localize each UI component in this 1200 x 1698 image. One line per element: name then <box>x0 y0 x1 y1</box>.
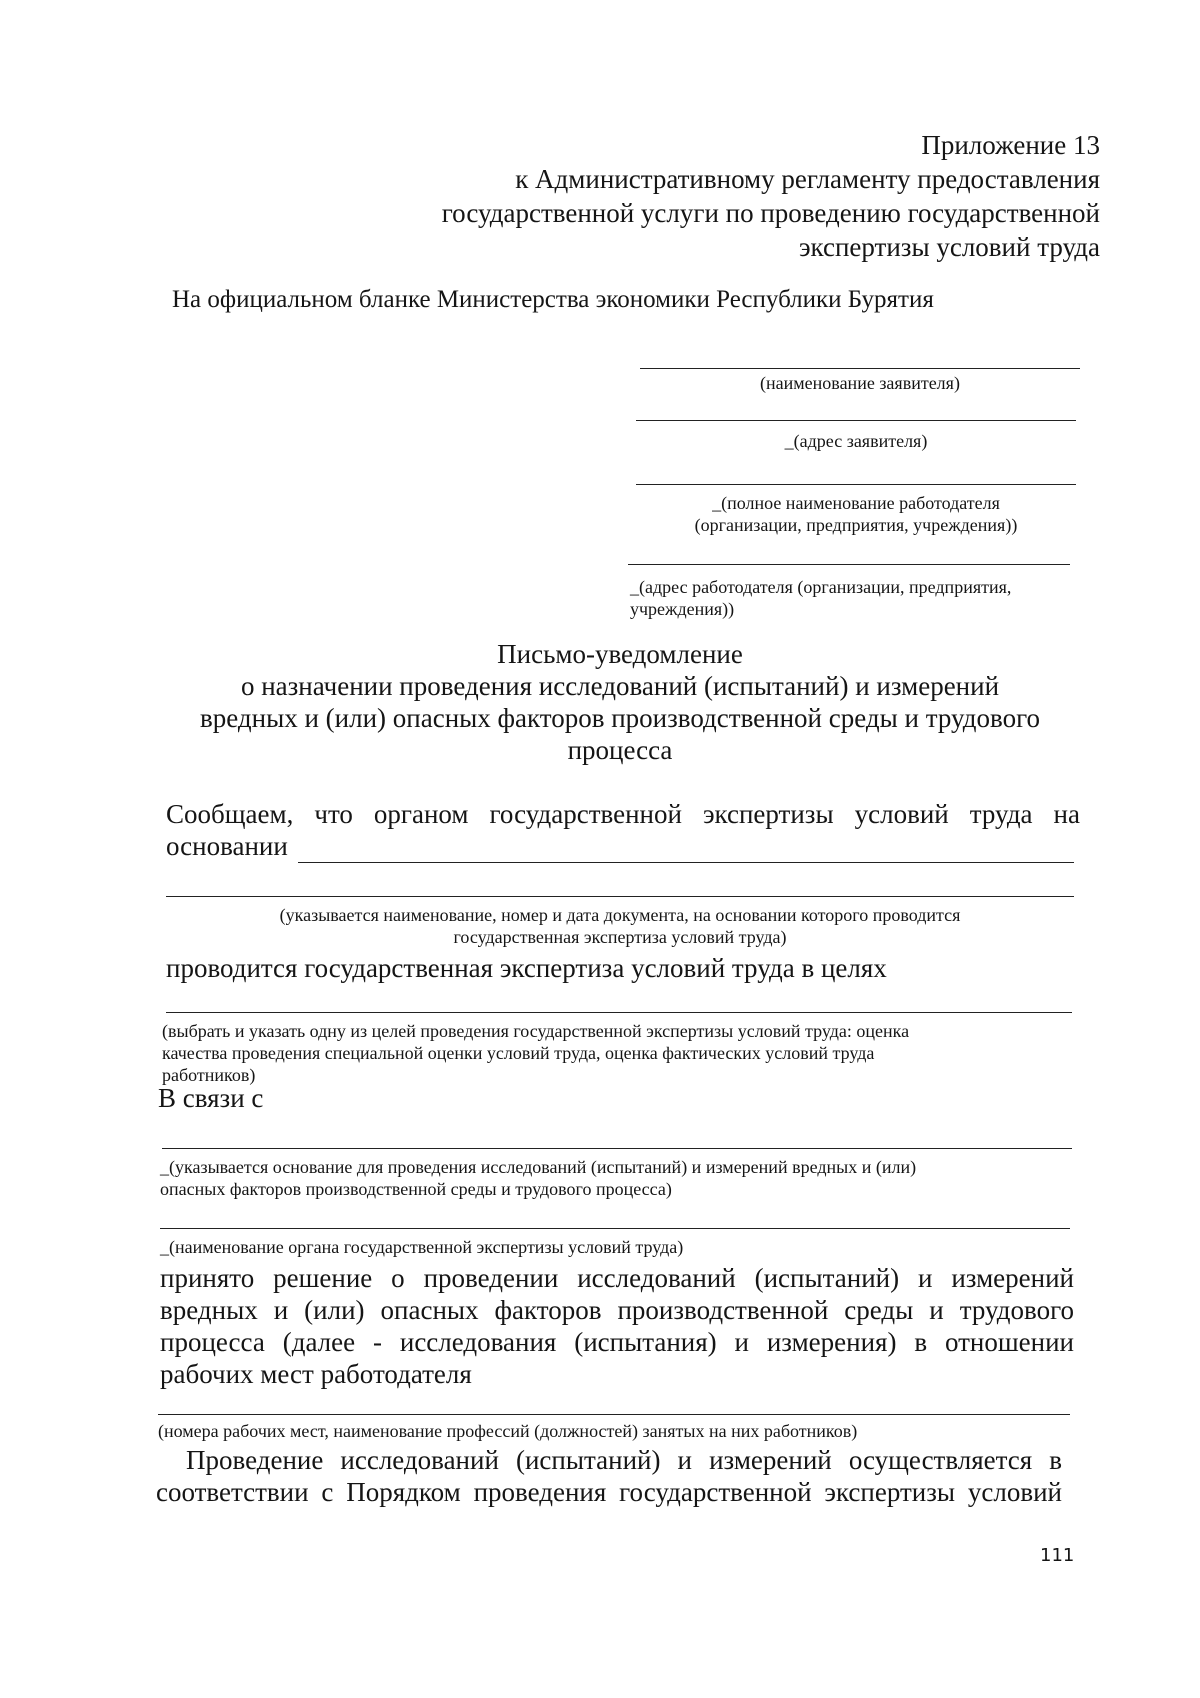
paragraph-4-line-2: вредных и (или) опасных факторов производственной среды и трудового <box>160 1295 1074 1325</box>
paragraph-4 <box>160 1262 1074 1390</box>
paragraph-1-line-1: Сообщаем, что органом государственной экспертизы условий труда на <box>166 799 1080 829</box>
authority-caption: _(наименование органа государственной экспертизы условий труда) <box>160 1237 684 1257</box>
employer-address-caption <box>630 576 1080 620</box>
employer-address-line <box>628 564 1070 565</box>
appendix-reference-line-3: государственной услуги по проведению государственной <box>441 198 1100 228</box>
workplaces-fill-line <box>158 1414 1070 1415</box>
employer-address-caption-line-1: _(адрес работодателя (организации, предприятия, <box>630 577 1012 597</box>
paragraph-4-line-4: рабочих мест работодателя <box>160 1359 472 1389</box>
letter-title-line-4: процесса <box>567 735 673 765</box>
paragraph-5-line-2: соответствии с Порядком проведения государственной экспертизы условий <box>156 1477 1062 1507</box>
paragraph-4-line-1: принято решение о проведении исследований (испытаний) и измерений <box>160 1263 1074 1293</box>
letter-title-line-3: вредных и (или) опасных факторов производственной среды и трудового <box>200 703 1040 733</box>
reason-fill-line <box>162 1148 1072 1149</box>
workplaces-caption: (номера рабочих мест, наименование профессий (должностей) занятых на них работников) <box>158 1421 858 1441</box>
appendix-reference-line-2: к Административному регламенту предоставления <box>515 164 1100 194</box>
basis-caption-line-1: (указывается наименование, номер и дата документа, на основании которого проводится <box>279 905 961 925</box>
page-number: 111 <box>1040 1545 1075 1566</box>
applicant-address-line <box>636 420 1076 421</box>
basis-fill-line-2 <box>166 896 1074 897</box>
applicant-name-line <box>640 368 1080 369</box>
authority-fill-line <box>160 1228 1070 1229</box>
applicant-address-caption: _(адрес заявителя) <box>784 431 928 451</box>
paragraph-5-line-1: Проведение исследований (испытаний) и измерений осуществляется в <box>186 1445 1062 1475</box>
letter-title <box>150 638 1090 766</box>
appendix-number: Приложение 13 <box>921 130 1100 160</box>
official-blank-note: На официальном бланке Министерства экономики Республики Бурятия <box>172 286 934 313</box>
paragraph-1-line-2: основании <box>166 831 288 861</box>
basis-fill-line-1 <box>298 862 1074 863</box>
reason-caption-line-2: опасных факторов производственной среды и трудового процесса) <box>160 1179 672 1199</box>
paragraph-4-line-3: процесса (далее - исследования (испытания) и измерения) в отношении <box>160 1327 1074 1357</box>
purpose-caption-line-3: работников) <box>162 1065 256 1085</box>
purpose-caption-line-1: (выбрать и указать одну из целей проведения государственной экспертизы условий труда: оценка <box>162 1021 910 1041</box>
purpose-fill-line <box>166 1012 1072 1013</box>
letter-title-line-1: Письмо-уведомление <box>497 639 743 669</box>
appendix-header <box>300 128 1100 264</box>
employer-address-caption-line-2: учреждения)) <box>630 599 735 619</box>
employer-name-caption <box>636 492 1076 536</box>
applicant-name-caption: (наименование заявителя) <box>760 373 960 393</box>
basis-caption-line-2: государственная экспертиза условий труда) <box>453 927 787 947</box>
reason-caption <box>160 1156 1080 1200</box>
employer-name-caption-line-2: (организации, предприятия, учреждения)) <box>694 515 1018 535</box>
paragraph-3: В связи с <box>158 1083 264 1113</box>
purpose-caption <box>162 1020 1082 1086</box>
appendix-reference-line-4: экспертизы условий труда <box>798 232 1100 262</box>
reason-caption-line-1: _(указывается основание для проведения исследований (испытаний) и измерений вредных и (или) <box>160 1157 917 1177</box>
paragraph-2: проводится государственная экспертиза условий труда в целях <box>166 953 887 983</box>
employer-name-line <box>636 484 1076 485</box>
purpose-caption-line-2: качества проведения специальной оценки условий труда, оценка фактических условий труда <box>162 1043 875 1063</box>
employer-name-caption-line-1: _(полное наименование работодателя <box>712 493 1000 513</box>
basis-caption <box>166 904 1074 948</box>
letter-title-line-2: о назначении проведения исследований (испытаний) и измерений <box>240 671 1000 701</box>
